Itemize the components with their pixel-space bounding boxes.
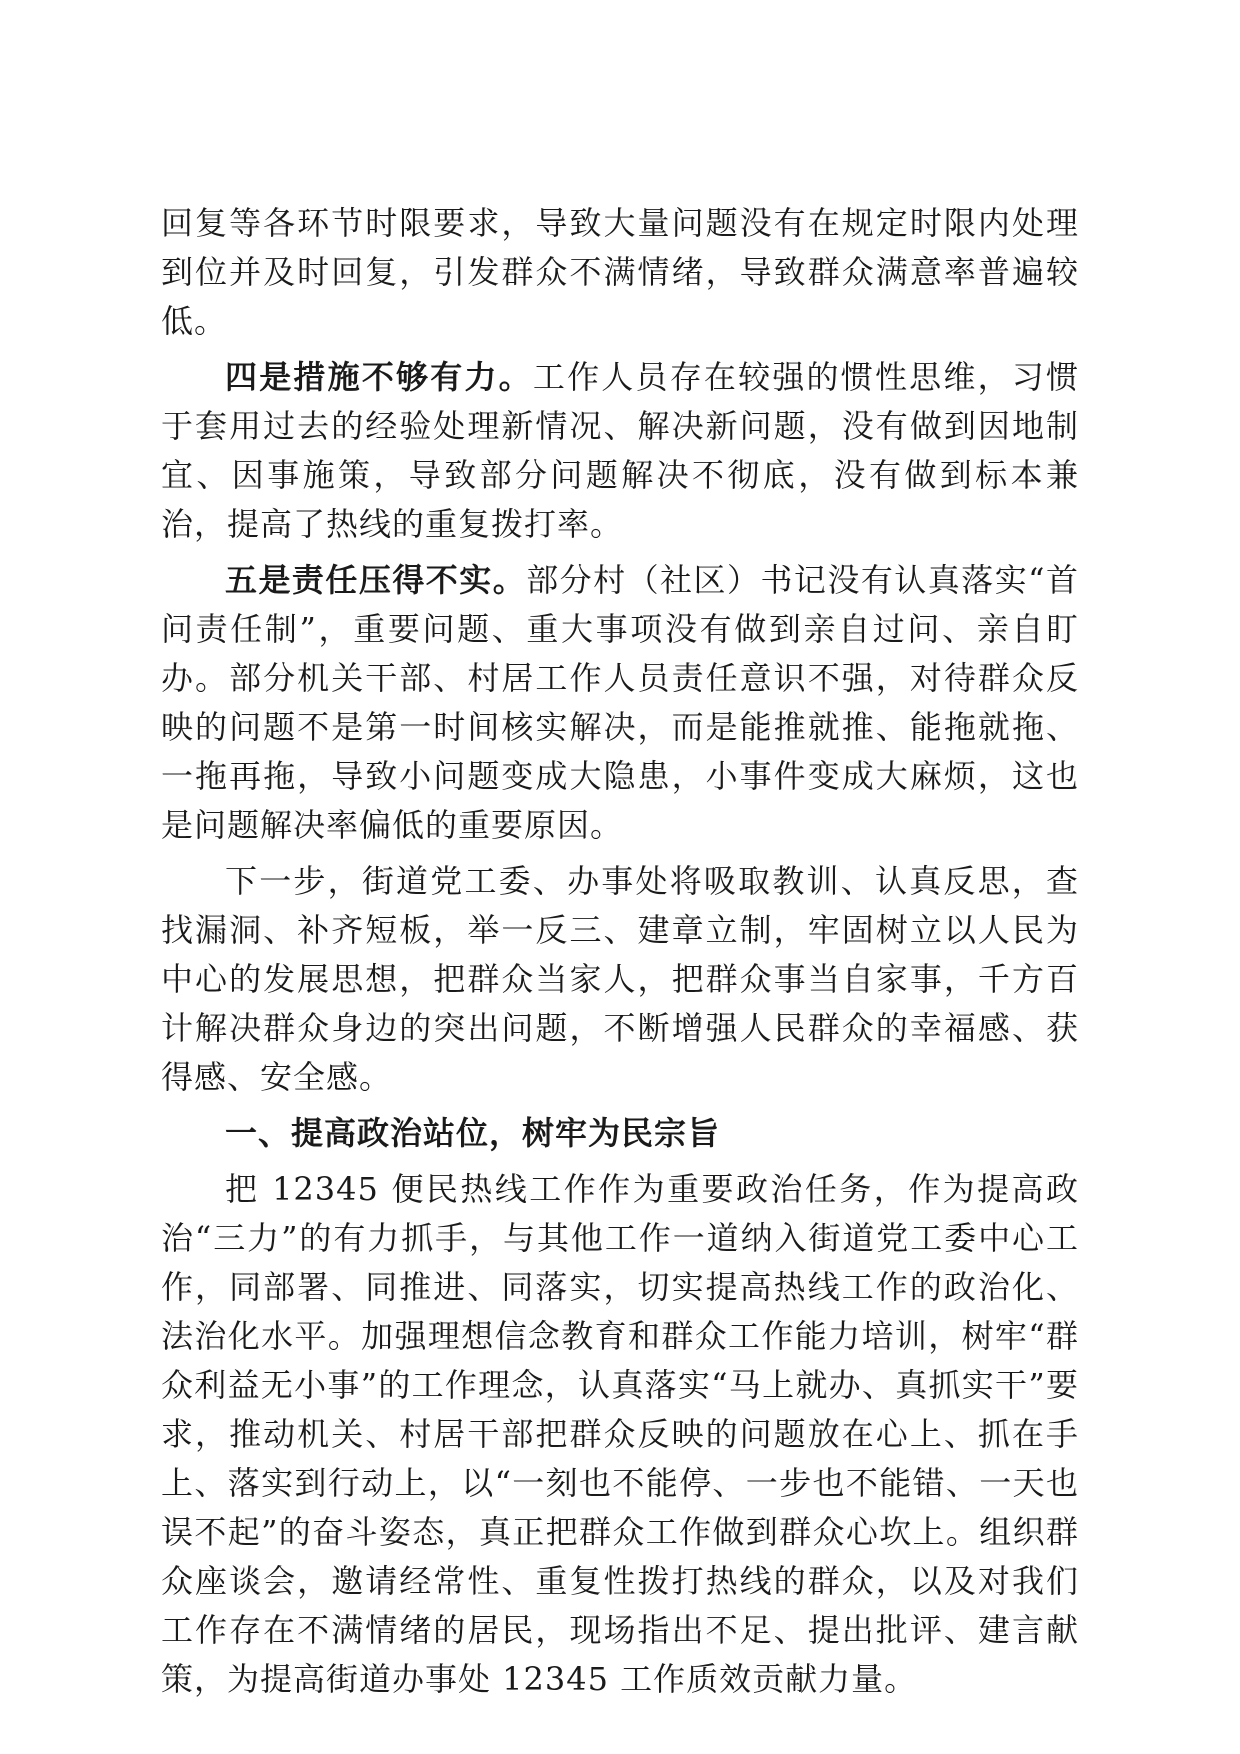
section-heading: 一、提高政治站位，树牢为民宗旨 [225,1114,721,1152]
paragraph-lead: 五是责任压得不实。 [225,561,527,599]
paragraph-text: 下一步，街道党工委、办事处将吸取教训、认真反思，查找漏洞、补齐短板，举一反三、建章立制，牢固树立以人民为中心的发展思想，把群众当家人，把群众事当自家事，千方百计解决群众身边的突出问题，不断增强人民群众的幸福感、获得感、安全感。 [161,862,1079,1096]
paragraph-political-task [161,1165,1079,1704]
paragraph-continuation [161,199,1079,346]
paragraph-text: 部分村（社区）书记没有认真落实“首问责任制”，重要问题、重大事项没有做到亲自过问、亲自盯办。部分机关干部、村居工作人员责任意识不强，对待群众反映的问题不是第一时间核实解决，而是能推就推、能拖就拖、一拖再拖，导致小问题变成大隐患，小事件变成大麻烦，这也是问题解决率偏低的重要原因。 [161,561,1079,844]
paragraph-text: 回复等各环节时限要求，导致大量问题没有在规定时限内处理到位并及时回复，引发群众不满情绪，导致群众满意率普遍较低。 [161,204,1079,340]
paragraph-lead: 四是措施不够有力。 [225,358,533,396]
paragraph-next-step [161,857,1079,1102]
paragraph-measures [161,353,1079,549]
paragraph-text: 把 12345 便民热线工作作为重要政治任务，作为提高政治“三力”的有力抓手，与其他工作一道纳入街道党工委中心工作，同部署、同推进、同落实，切实提高热线工作的政治化、法治化水平。加强理想信念教育和群众工作能力培训，树牢“群众利益无小事”的工作理念，认真落实“马上就办、真抓实干”要求，推动机关、村居干部把群众反映的问题放在心上、抓在手上、落实到行动上，以“一刻也不能停、一步也不能错、一天也误不起”的奋斗姿态，真正把群众工作做到群众心坎上。组织群众座谈会，邀请经常性、重复性拨打热线的群众，以及对我们工作存在不满情绪的居民，现场指出不足、提出批评、建言献策，为提高街道办事处 12345 工作质效贡献力量。 [161,1170,1079,1698]
paragraph-text: 工作人员存在较强的惯性思维，习惯于套用过去的经验处理新情况、解决新问题，没有做到因地制宜、因事施策，导致部分问题解决不彻底，没有做到标本兼治，提高了热线的重复拨打率。 [161,358,1079,543]
paragraph-responsibility [161,556,1079,850]
document-page [161,199,1079,1711]
